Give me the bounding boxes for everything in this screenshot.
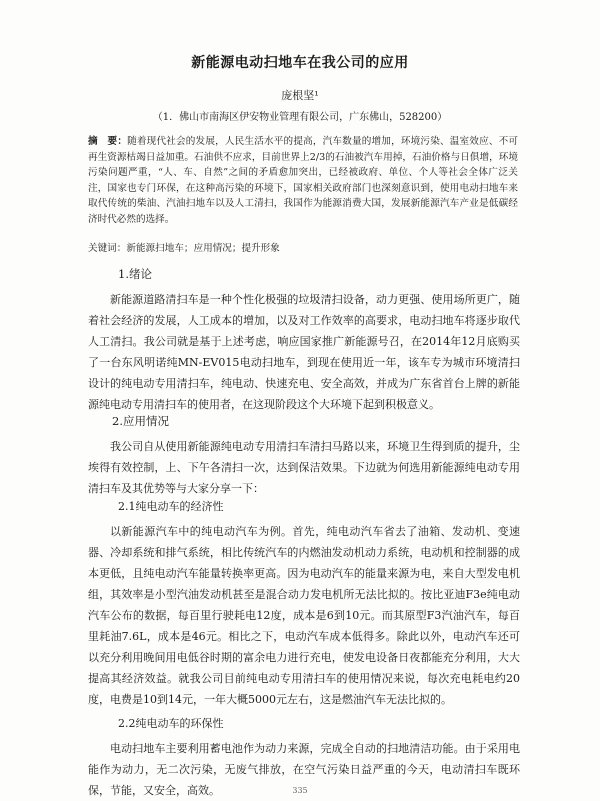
- section-heading-application: 2.应用情况: [112, 414, 169, 428]
- subsection-heading-economy: 2.1纯电动车的经济性: [118, 500, 224, 513]
- keywords: [88, 240, 518, 254]
- subsection-heading-environment: 2.2纯电动车的环保性: [118, 717, 224, 730]
- section-paragraph-application: 我公司自从使用新能源纯电动专用清扫车清扫马路以来，环境卫生得到质的提升，尘埃得有效控制，上、下午各清扫一次，达到保洁效果。下边就为何选用新能源纯电动专用清扫车及其优势等与大家分享一下：: [88, 440, 520, 495]
- section-heading-introduction: 1.绪论: [118, 267, 152, 281]
- keywords-text: 新能源扫地车；应用情况；提升形象: [126, 243, 280, 254]
- subsection-paragraph-environment: 电动扫地车主要利用蓄电池作为动力来源，完成全自动的扫地清洁功能。由于采用电能作为动力，无二次污染，无废气排放，在空气污染日益严重的今天，电动清扫车既环保，节能，又安全，高效。: [88, 742, 520, 797]
- abstract-label: 摘 要：: [88, 136, 128, 147]
- abstract-text: 随着现代社会的发展，人民生活水平的提高，汽车数量的增加，环境污染、温室效应、不可再生资源枯竭日益加重。石油供不应求，目前世界上2/3的石油被汽车用掉，石油价格与日俱增，环境污染问题严重，“人、车、自然”之间的矛盾愈加突出，已经被政府、单位、个人等社会全体广泛关注，国家也专门环保，在这种高污染的环境下，国家相关政府部门也深刻意识到，使用电动扫地车来取代传统的柴油、汽油扫地车以及人工清扫，我国作为能源消费大国，发展新能源汽车产业是低碳经济时代必然的选择。: [88, 136, 519, 225]
- subsection-paragraph-economy: 以新能源汽车中的纯电动汽车为例。首先，纯电动汽车省去了油箱、发动机、变速器、冷却系统和排气系统，相比传统汽车的内燃油发动机动力系统，电动机和控制器的成本更低，且纯电动汽车能量转换率更高。因为电动汽车的能量来源为电，来自大型发电机组，其效率是小型汽油发动机甚至是混合动力发电机所无法比拟的。按比亚迪F3e纯电动汽车公布的数据，每百里行驶耗电12度，成本是6到10元。而其原型F3汽油汽车，每百里耗油7.6L，成本是46元。相比之下，电动汽车成本低得多。除此以外，电动汽车还可以充分利用晚间用电低谷时期的富余电力进行充电，使发电设备日夜都能充分利用，大大提高其经济效益。就我公司目前纯电动专用清扫车的使用情况来说，每次充电耗电约20度，电费是10到14元，一年大概5000元左右，这是燃油汽车无法比拟的。: [88, 525, 520, 706]
- paper-title: 新能源电动扫地车在我公司的应用: [191, 55, 409, 71]
- page-number: 335: [292, 786, 308, 795]
- author-affiliation: （1．佛山市南海区伊安物业管理有限公司，广东佛山，528200）: [152, 112, 448, 123]
- keywords-label: 关键词：: [88, 243, 127, 254]
- section-paragraph-introduction: 新能源道路清扫车是一种个性化极强的垃圾清扫设备，动力更强、使用场所更广，随着社会经济的发展，人工成本的增加，以及对工作效率的高要求，电动扫地车将逐步取代人工清扫。我公司就是基于上述考虑，响应国家推广新能源号召，在2014年12月底购买了一台东风明诺纯MN-EV015电动扫地车，到现在使用近一年，该车专为城市环境清扫设计的纯电动专用清扫车，纯电动、快速充电、安全高效，并成为广东省首台上牌的新能源纯电动专用清扫车的使用者，在这现阶段这个大环境下起到积极意义。: [88, 293, 520, 411]
- author-name: 庞根坚¹: [281, 89, 319, 102]
- abstract: [88, 134, 518, 227]
